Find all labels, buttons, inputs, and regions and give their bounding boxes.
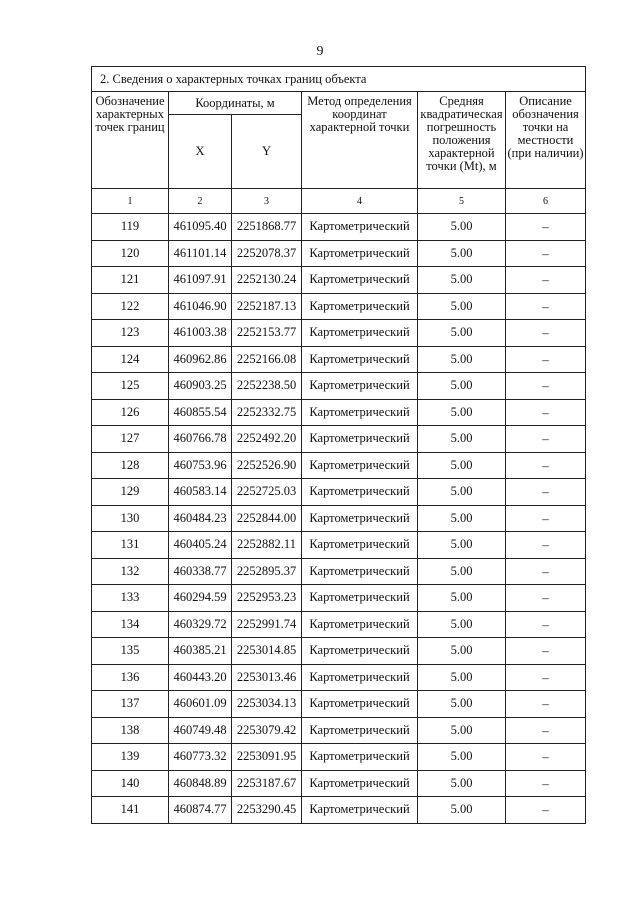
cell-y: 2252953.23: [232, 585, 302, 612]
header-description: Описание обозначения точки на местности (при наличии): [506, 92, 586, 189]
header-method: Метод определения координат характерной точки: [302, 92, 418, 189]
cell-x: 460443.20: [169, 664, 232, 691]
cell-error: 5.00: [418, 558, 506, 585]
cell-description: –: [506, 558, 586, 585]
cell-error: 5.00: [418, 479, 506, 506]
cell-method: Картометрический: [302, 770, 418, 797]
cell-point-number: 119: [92, 214, 169, 241]
table-row: [92, 770, 586, 797]
table-row: [92, 744, 586, 771]
cell-description: –: [506, 346, 586, 373]
cell-y: 2252725.03: [232, 479, 302, 506]
header-error: Средняя квадратическая погрешность положения характерной точки (Mt), м: [418, 92, 506, 189]
cell-point-number: 137: [92, 691, 169, 718]
cell-point-number: 141: [92, 797, 169, 824]
cell-error: 5.00: [418, 638, 506, 665]
cell-point-number: 125: [92, 373, 169, 400]
cell-error: 5.00: [418, 611, 506, 638]
table-row: [92, 691, 586, 718]
cell-error: 5.00: [418, 744, 506, 771]
cell-point-number: 127: [92, 426, 169, 453]
cell-x: 461101.14: [169, 240, 232, 267]
cell-method: Картометрический: [302, 214, 418, 241]
cell-point-number: 129: [92, 479, 169, 506]
cell-error: 5.00: [418, 267, 506, 294]
cell-error: 5.00: [418, 691, 506, 718]
cell-method: Картометрический: [302, 399, 418, 426]
table-row: [92, 611, 586, 638]
table-row: [92, 558, 586, 585]
cell-error: 5.00: [418, 320, 506, 347]
cell-point-number: 138: [92, 717, 169, 744]
cell-y: 2253290.45: [232, 797, 302, 824]
cell-method: Картометрический: [302, 744, 418, 771]
cell-error: 5.00: [418, 797, 506, 824]
table-row: [92, 717, 586, 744]
cell-y: 2253079.42: [232, 717, 302, 744]
cell-error: 5.00: [418, 770, 506, 797]
table-row: [92, 452, 586, 479]
cell-description: –: [506, 240, 586, 267]
column-number: 3: [232, 189, 302, 214]
cell-x: 460848.89: [169, 770, 232, 797]
cell-x: 460601.09: [169, 691, 232, 718]
column-number: 1: [92, 189, 169, 214]
table-row: [92, 373, 586, 400]
table-row: [92, 505, 586, 532]
cell-description: –: [506, 770, 586, 797]
cell-point-number: 123: [92, 320, 169, 347]
cell-method: Картометрический: [302, 585, 418, 612]
cell-error: 5.00: [418, 452, 506, 479]
cell-y: 2252991.74: [232, 611, 302, 638]
cell-x: 460294.59: [169, 585, 232, 612]
column-number: 2: [169, 189, 232, 214]
cell-method: Картометрический: [302, 373, 418, 400]
cell-error: 5.00: [418, 240, 506, 267]
cell-error: 5.00: [418, 664, 506, 691]
cell-description: –: [506, 267, 586, 294]
cell-description: –: [506, 717, 586, 744]
cell-method: Картометрический: [302, 293, 418, 320]
cell-method: Картометрический: [302, 558, 418, 585]
header-coordinates: Координаты, м: [169, 92, 302, 115]
cell-method: Картометрический: [302, 797, 418, 824]
cell-error: 5.00: [418, 532, 506, 559]
cell-description: –: [506, 611, 586, 638]
cell-x: 460773.32: [169, 744, 232, 771]
cell-description: –: [506, 320, 586, 347]
cell-description: –: [506, 585, 586, 612]
cell-method: Картометрический: [302, 505, 418, 532]
cell-method: Картометрический: [302, 426, 418, 453]
cell-x: 460753.96: [169, 452, 232, 479]
cell-y: 2252153.77: [232, 320, 302, 347]
column-number: 5: [418, 189, 506, 214]
cell-point-number: 126: [92, 399, 169, 426]
cell-method: Картометрический: [302, 691, 418, 718]
cell-method: Картометрический: [302, 664, 418, 691]
cell-x: 460874.77: [169, 797, 232, 824]
table-row: [92, 585, 586, 612]
cell-description: –: [506, 293, 586, 320]
table-row: [92, 214, 586, 241]
cell-point-number: 135: [92, 638, 169, 665]
table-row: [92, 240, 586, 267]
header-row: [92, 92, 586, 115]
cell-error: 5.00: [418, 214, 506, 241]
table-row: [92, 664, 586, 691]
cell-y: 2253014.85: [232, 638, 302, 665]
cell-y: 2251868.77: [232, 214, 302, 241]
cell-point-number: 136: [92, 664, 169, 691]
cell-x: 461095.40: [169, 214, 232, 241]
cell-point-number: 133: [92, 585, 169, 612]
cell-error: 5.00: [418, 399, 506, 426]
cell-method: Картометрический: [302, 638, 418, 665]
cell-point-number: 121: [92, 267, 169, 294]
cell-method: Картометрический: [302, 479, 418, 506]
cell-x: 460903.25: [169, 373, 232, 400]
cell-y: 2252187.13: [232, 293, 302, 320]
cell-point-number: 132: [92, 558, 169, 585]
table-row: [92, 479, 586, 506]
cell-x: 460405.24: [169, 532, 232, 559]
cell-error: 5.00: [418, 293, 506, 320]
cell-point-number: 120: [92, 240, 169, 267]
cell-x: 460583.14: [169, 479, 232, 506]
cell-error: 5.00: [418, 505, 506, 532]
cell-error: 5.00: [418, 373, 506, 400]
cell-description: –: [506, 452, 586, 479]
table-row: [92, 399, 586, 426]
cell-x: 460766.78: [169, 426, 232, 453]
cell-y: 2252492.20: [232, 426, 302, 453]
table-row: [92, 426, 586, 453]
cell-point-number: 131: [92, 532, 169, 559]
table-row: [92, 267, 586, 294]
cell-y: 2252078.37: [232, 240, 302, 267]
cell-method: Картометрический: [302, 532, 418, 559]
header-x: X: [169, 115, 232, 189]
cell-y: 2252130.24: [232, 267, 302, 294]
cell-method: Картометрический: [302, 320, 418, 347]
cell-y: 2253187.67: [232, 770, 302, 797]
column-number: 6: [506, 189, 586, 214]
table-row: [92, 797, 586, 824]
cell-description: –: [506, 638, 586, 665]
section-title-row: [92, 67, 586, 92]
cell-error: 5.00: [418, 426, 506, 453]
cell-point-number: 124: [92, 346, 169, 373]
cell-x: 460855.54: [169, 399, 232, 426]
cell-x: 460385.21: [169, 638, 232, 665]
table-row: [92, 293, 586, 320]
cell-y: 2252895.37: [232, 558, 302, 585]
column-number: 4: [302, 189, 418, 214]
cell-y: 2253034.13: [232, 691, 302, 718]
cell-point-number: 134: [92, 611, 169, 638]
cell-y: 2252238.50: [232, 373, 302, 400]
cell-description: –: [506, 664, 586, 691]
page-number: 9: [316, 44, 324, 59]
cell-x: 461097.91: [169, 267, 232, 294]
cell-y: 2252526.90: [232, 452, 302, 479]
cell-description: –: [506, 532, 586, 559]
cell-y: 2253091.95: [232, 744, 302, 771]
cell-description: –: [506, 373, 586, 400]
cell-description: –: [506, 426, 586, 453]
column-number-row: [92, 189, 586, 214]
cell-x: 460749.48: [169, 717, 232, 744]
cell-x: 460338.77: [169, 558, 232, 585]
cell-x: 461046.90: [169, 293, 232, 320]
table-row: [92, 346, 586, 373]
cell-x: 461003.38: [169, 320, 232, 347]
cell-point-number: 140: [92, 770, 169, 797]
cell-method: Картометрический: [302, 346, 418, 373]
cell-point-number: 130: [92, 505, 169, 532]
cell-description: –: [506, 691, 586, 718]
cell-y: 2253013.46: [232, 664, 302, 691]
cell-point-number: 122: [92, 293, 169, 320]
cell-y: 2252844.00: [232, 505, 302, 532]
cell-description: –: [506, 505, 586, 532]
cell-method: Картометрический: [302, 240, 418, 267]
cell-x: 460962.86: [169, 346, 232, 373]
cell-y: 2252166.08: [232, 346, 302, 373]
cell-y: 2252882.11: [232, 532, 302, 559]
table-row: [92, 532, 586, 559]
cell-point-number: 128: [92, 452, 169, 479]
cell-description: –: [506, 797, 586, 824]
cell-method: Картометрический: [302, 267, 418, 294]
header-point-designation: Обозначение характерных точек границ: [92, 92, 169, 189]
cell-description: –: [506, 214, 586, 241]
cell-x: 460484.23: [169, 505, 232, 532]
cell-x: 460329.72: [169, 611, 232, 638]
cell-error: 5.00: [418, 717, 506, 744]
cell-point-number: 139: [92, 744, 169, 771]
cell-method: Картометрический: [302, 452, 418, 479]
cell-method: Картометрический: [302, 717, 418, 744]
cell-description: –: [506, 399, 586, 426]
cell-y: 2252332.75: [232, 399, 302, 426]
header-y: Y: [232, 115, 302, 189]
table-row: [92, 320, 586, 347]
section-title: 2. Сведения о характерных точках границ объекта: [92, 67, 586, 92]
cell-error: 5.00: [418, 346, 506, 373]
cell-method: Картометрический: [302, 611, 418, 638]
cell-description: –: [506, 479, 586, 506]
cell-description: –: [506, 744, 586, 771]
boundary-points-table: [91, 66, 586, 824]
table-row: [92, 638, 586, 665]
cell-error: 5.00: [418, 585, 506, 612]
